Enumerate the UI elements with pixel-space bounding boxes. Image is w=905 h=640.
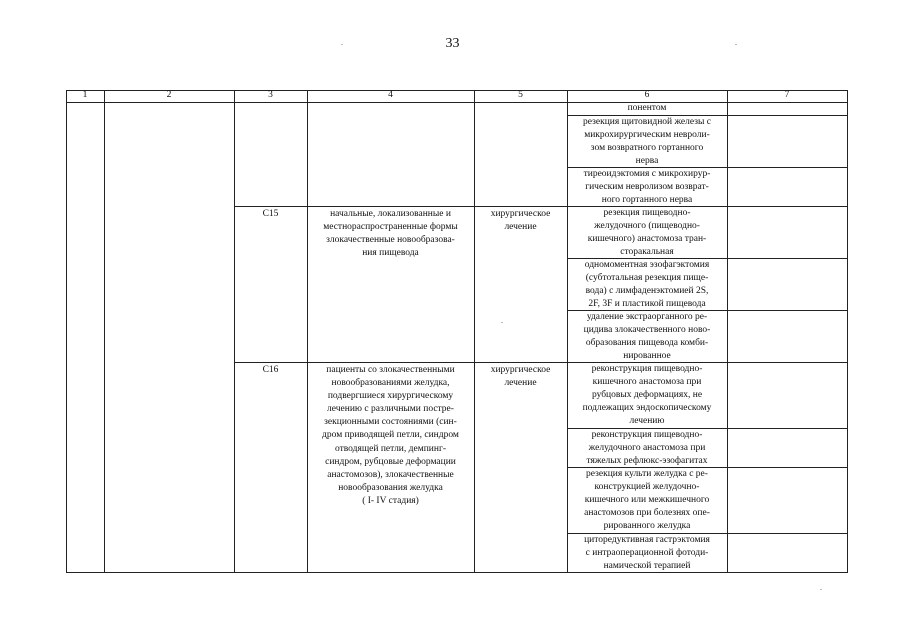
row-divider-c16 xyxy=(234,362,847,363)
text-line: анастомозов при болезнях опе- xyxy=(584,508,710,519)
treatment-cell xyxy=(567,259,727,311)
condition-cell-c16 xyxy=(307,364,474,508)
text-line: циторедуктивная гастрэктомия xyxy=(584,535,710,545)
treatment-type-cell-c15 xyxy=(474,208,567,234)
header-col-5: 5 xyxy=(518,90,523,100)
text-line: новообразованиями желудка, xyxy=(331,378,450,389)
text-line: тяжелых рефлюкс-эзофагитах xyxy=(586,456,708,467)
code-cell-c15: C15 xyxy=(262,209,279,219)
treatment-cell xyxy=(567,429,727,468)
condition-cell-c15 xyxy=(307,208,474,260)
text-line: местнораспространенные формы xyxy=(323,222,458,233)
text-line: нированное xyxy=(623,351,671,362)
text-line: ния пищевода xyxy=(362,248,419,259)
text-line: отводящей петли, демпинг- xyxy=(334,443,447,454)
text-line: подлежащих эндоскопическому xyxy=(582,403,712,414)
treatment-cell xyxy=(567,116,727,168)
code-cell-c16: C16 xyxy=(262,365,279,375)
treatment-cell xyxy=(567,363,727,428)
header-col-7: 7 xyxy=(784,90,790,100)
text-line: кишечного) анастомоза тран- xyxy=(587,234,707,245)
text-line: кишечного или межкишечного xyxy=(584,495,710,506)
text-line: резекция щитовидной железы с xyxy=(583,117,711,127)
text-line: лечение xyxy=(504,378,537,389)
scan-speck xyxy=(341,44,343,45)
text-line: конструкцией желудочно- xyxy=(594,482,700,493)
text-line: дром приводящей петли, синдром xyxy=(322,430,459,441)
text-line: синдром, рубцовые деформации xyxy=(325,456,456,467)
col-divider xyxy=(104,90,105,573)
text-line: рубцовых деформациях, не xyxy=(591,390,703,401)
header-col-1: 1 xyxy=(82,90,88,100)
scan-speck xyxy=(735,44,737,45)
treatment-cell xyxy=(567,468,727,533)
text-line: хирургическое xyxy=(490,365,551,375)
table-right-border xyxy=(847,90,848,573)
text-line: хирургическое xyxy=(490,209,551,219)
row-divider-c15 xyxy=(234,206,847,207)
text-line: зом возвратного гортанного xyxy=(590,143,704,154)
text-line: зекционными состояниями (син- xyxy=(324,417,457,428)
text-line: 2F, 3F и пластикой пищевода xyxy=(588,299,706,310)
text-line: (субтотальная резекция пище- xyxy=(585,273,709,284)
treatment-cell xyxy=(567,311,727,363)
text-line: лечению xyxy=(629,416,665,427)
text-line: подвергшиеся хирургическому xyxy=(327,391,454,402)
text-line: реконструкция пищеводно- xyxy=(591,430,703,440)
text-line: рированного желудка xyxy=(603,521,691,532)
text-line: лечению с различными постре- xyxy=(327,404,454,415)
header-col-3: 3 xyxy=(268,90,273,100)
col-divider xyxy=(234,90,235,573)
text-line: пациенты со злокачественными xyxy=(326,365,455,375)
header-col-6: 6 xyxy=(644,90,650,100)
header-bottom-border xyxy=(66,102,847,103)
header-col-2: 2 xyxy=(166,90,172,100)
text-line: одномоментная эзофагэктомия xyxy=(584,260,710,270)
text-line: новообразования желудка xyxy=(338,482,443,493)
text-line: резекция культи желудка с ре- xyxy=(586,469,708,479)
text-line: нерва xyxy=(635,156,659,167)
text-line: гическим невролизом возврат- xyxy=(585,182,709,193)
treatment-cell xyxy=(567,102,727,115)
text-line: с интраоперационной фотоди- xyxy=(585,548,709,559)
text-line: кишечного анастомоза при xyxy=(592,377,702,388)
treatment-cell xyxy=(567,534,727,573)
text-line: злокачественные новообразова- xyxy=(326,235,455,246)
text-line: резекция пищеводно- xyxy=(603,208,691,218)
text-line: вода) с лимфаденэктомией 2S, xyxy=(585,286,709,297)
scan-speck xyxy=(820,589,822,590)
page-number: 33 xyxy=(445,36,460,51)
treatment-type-cell-c16 xyxy=(474,364,567,390)
col-divider xyxy=(727,90,728,573)
text-line: цидива злокачественного ново- xyxy=(583,325,711,336)
treatment-cell xyxy=(567,207,727,259)
table-left-border xyxy=(66,90,67,573)
text-line: удаление экстраорганного ре- xyxy=(586,312,708,322)
text-line: лечение xyxy=(504,222,537,233)
text-line: анастомозов), злокачественные xyxy=(327,469,454,480)
header-col-4: 4 xyxy=(388,90,393,100)
text-line: сторакальная xyxy=(620,247,674,258)
text-line: желудочного анастомоза при xyxy=(588,443,706,454)
text-line: образования пищевода комби- xyxy=(585,338,709,349)
col-divider xyxy=(474,90,475,573)
text-line: намической терапией xyxy=(603,561,691,572)
text-line: ного гортанного нерва xyxy=(601,195,693,206)
text-line: тиреоидэктомия с микрохирур- xyxy=(583,169,711,179)
scan-speck xyxy=(501,322,503,323)
text-line: микрохирургическим невроли- xyxy=(584,130,710,141)
text-line: желудочного (пищеводно- xyxy=(594,221,700,232)
text-line: реконструкция пищеводно- xyxy=(591,364,703,374)
table-bottom-border xyxy=(66,572,847,573)
treatment-cell xyxy=(567,168,727,207)
text-line: ( I- IV стадия) xyxy=(362,495,419,506)
text-line: начальные, локализованные и xyxy=(330,209,451,219)
text-line: понентом xyxy=(627,103,667,113)
